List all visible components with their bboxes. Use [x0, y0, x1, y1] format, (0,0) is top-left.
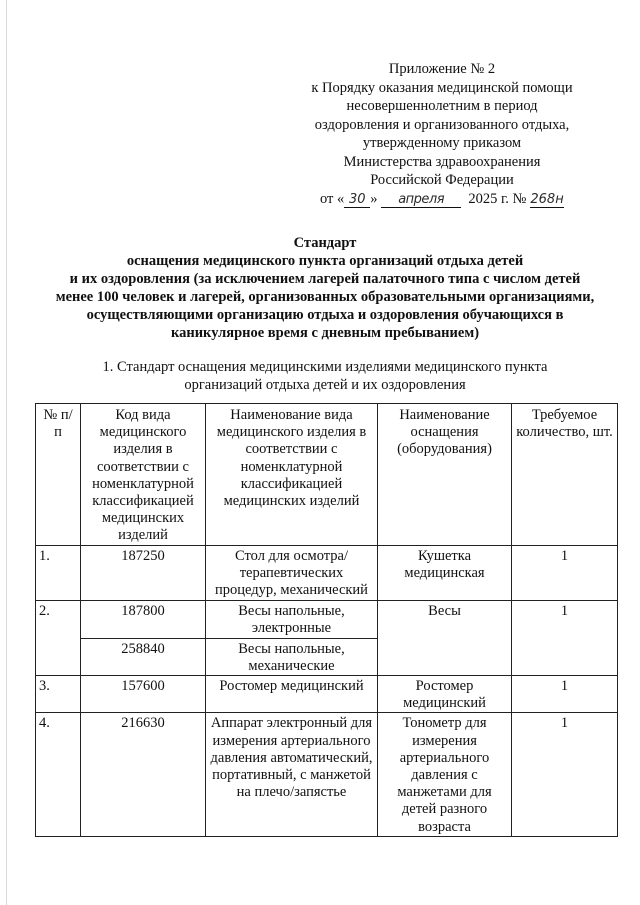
header-equipment: Наименование оснащения (оборудования): [378, 404, 512, 546]
title-line: и их оздоровления (за исключением лагерей палаточного типа с числом детей: [69, 271, 581, 287]
row-num: 3.: [36, 676, 81, 713]
equipment-table: [35, 403, 618, 837]
row-qty: 1: [512, 600, 618, 675]
row-num: 2.: [36, 600, 81, 675]
row-code: 216630: [81, 713, 206, 837]
appendix-line: Приложение № 2: [388, 61, 496, 77]
appendix-line: несовершеннолетним в период: [346, 98, 538, 114]
table-header-row: [36, 404, 618, 546]
row-name: Стол для осмотра/ терапевтических процедур, механический: [206, 545, 378, 600]
title-line: оснащения медицинского пункта организаций отдыха детей: [126, 253, 524, 269]
title-line: Стандарт: [293, 235, 357, 251]
row-equipment: Кушетка медицинская: [378, 545, 512, 600]
appendix-line: Российской Федерации: [370, 172, 514, 188]
order-date-line: [292, 190, 592, 209]
header-qty: Требуемое количество, шт.: [512, 404, 618, 546]
row-code: 187250: [81, 545, 206, 600]
table-row: [36, 545, 618, 600]
row-code: 258840: [81, 638, 206, 675]
header-num: № п/п: [36, 404, 81, 546]
row-code: 187800: [81, 600, 206, 638]
date-mid: »: [370, 190, 378, 207]
row-equipment: Тонометр для измерения артериального давления с манжетами для детей разного возраста: [378, 713, 512, 837]
section-line: организаций отдыха детей и их оздоровления: [184, 377, 466, 393]
standard-title: [20, 234, 630, 342]
handwritten-day: 30: [344, 192, 370, 208]
row-qty: 1: [512, 676, 618, 713]
date-year: 2025 г. №: [468, 190, 527, 207]
section-heading: [20, 358, 630, 394]
section-line: 1. Стандарт оснащения медицинскими изделиями медицинского пункта: [102, 359, 548, 375]
row-num: 4.: [36, 713, 81, 837]
table-row: [36, 600, 618, 638]
date-prefix: от «: [319, 190, 345, 207]
appendix-line: к Порядку оказания медицинской помощи: [311, 79, 573, 96]
appendix-line: оздоровления и организованного отдыха,: [314, 116, 570, 133]
header-code: Код вида медицинского изделия в соответствии с номенклатурной классификацией медицинских изделий: [81, 404, 206, 546]
row-qty: 1: [512, 713, 618, 837]
appendix-line: Министерства здравоохранения: [343, 153, 541, 170]
row-code: 157600: [81, 676, 206, 713]
table-row: [36, 713, 618, 837]
title-line: менее 100 человек и лагерей, организованных образовательными организациями,: [55, 289, 595, 305]
row-num: 1.: [36, 545, 81, 600]
header-name: Наименование вида медицинского изделия в соответствии с номенклатурной классификацией медицинских изделий: [206, 404, 378, 546]
title-line: осуществляющими организацию отдыха и оздоровления обучающихся в: [86, 307, 564, 323]
title-line: каникулярное время с дневным пребыванием): [170, 325, 480, 341]
handwritten-order-number: 268н: [530, 191, 564, 207]
row-name: Аппарат электронный для измерения артериального давления автоматический, портативный, с манжетой на плечо/запястье: [206, 713, 378, 837]
table-row: [36, 676, 618, 713]
appendix-line: утвержденному приказом: [362, 135, 522, 151]
row-name: Весы напольные, электронные: [206, 600, 378, 638]
appendix-header: [292, 60, 592, 208]
page-edge-line: [6, 0, 7, 905]
handwritten-month: апреля: [381, 192, 461, 208]
row-equipment: Ростомер медицинский: [378, 676, 512, 713]
row-name: Весы напольные, механические: [206, 638, 378, 675]
row-name: Ростомер медицинский: [206, 676, 378, 713]
row-equipment: Весы: [378, 600, 512, 675]
row-qty: 1: [512, 545, 618, 600]
